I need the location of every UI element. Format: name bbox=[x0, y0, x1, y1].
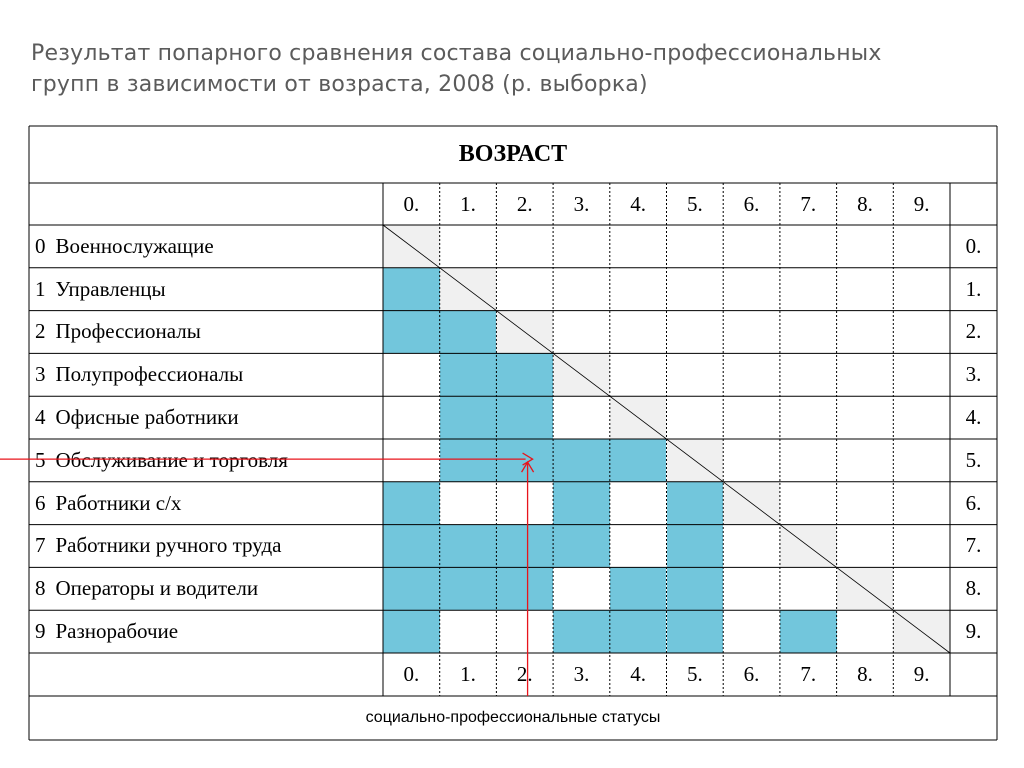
highlighted-cell bbox=[667, 482, 724, 525]
highlighted-cell bbox=[496, 525, 553, 568]
right-row-label: 1. bbox=[965, 276, 982, 301]
right-row-label: 9. bbox=[965, 619, 982, 644]
row-label-number: 6 bbox=[35, 490, 46, 515]
diagonal-cell bbox=[383, 225, 440, 268]
highlighted-cell bbox=[496, 396, 553, 439]
column-label-top: 0. bbox=[403, 191, 420, 216]
title-line-2: групп в зависимости от возраста, 2008 (р. выборка) bbox=[31, 72, 648, 97]
diagonal-cell bbox=[496, 311, 553, 354]
highlighted-cell bbox=[440, 567, 497, 610]
highlighted-cell bbox=[383, 268, 440, 311]
column-label-top: 6. bbox=[743, 191, 760, 216]
column-label-top: 9. bbox=[913, 191, 930, 216]
highlighted-cell bbox=[440, 439, 497, 482]
row-label bbox=[29, 482, 383, 525]
column-label-bottom: 0. bbox=[403, 662, 420, 686]
column-label-top: 4. bbox=[630, 191, 647, 216]
row-label bbox=[29, 353, 383, 396]
column-label-top: 3. bbox=[573, 191, 590, 216]
row-label-number: 5 bbox=[35, 447, 46, 472]
title-line-1: Результат попарного сравнения состава социально-профессиональных bbox=[31, 41, 882, 66]
row-label-name: Профессионалы bbox=[55, 319, 201, 344]
highlighted-cell bbox=[610, 567, 667, 610]
column-label-bottom: 8. bbox=[857, 662, 873, 686]
column-label-top: 1. bbox=[460, 191, 476, 216]
diagonal-cell bbox=[553, 353, 610, 396]
column-label-top: 2. bbox=[516, 191, 533, 216]
right-row-label: 7. bbox=[965, 533, 982, 558]
highlighted-cell bbox=[610, 610, 667, 653]
column-label-bottom: 3. bbox=[573, 662, 590, 686]
row-label bbox=[29, 225, 383, 268]
column-label-top: 8. bbox=[857, 191, 873, 216]
footer-caption: социально-профессиональные статусы bbox=[365, 709, 661, 726]
row-label bbox=[29, 525, 383, 568]
row-label-name: Разнорабочие bbox=[55, 619, 179, 644]
diagonal-cell bbox=[610, 396, 667, 439]
right-row-label: 4. bbox=[965, 405, 982, 430]
row-label bbox=[29, 268, 383, 311]
highlighted-cell bbox=[610, 439, 667, 482]
row-label bbox=[29, 567, 383, 610]
row-label bbox=[29, 311, 383, 354]
highlighted-cell bbox=[667, 610, 724, 653]
right-row-label: 3. bbox=[965, 362, 982, 387]
header-age: ВОЗРАСТ bbox=[458, 141, 568, 167]
diagonal-cell bbox=[440, 268, 497, 311]
column-label-top: 7. bbox=[800, 191, 817, 216]
row-label-number: 0 bbox=[35, 233, 46, 258]
highlighted-cell bbox=[440, 396, 497, 439]
diagonal-cell bbox=[667, 439, 724, 482]
highlighted-cell bbox=[440, 311, 497, 354]
row-label-name: Работники ручного труда bbox=[55, 533, 282, 558]
row-label-name: Офисные работники bbox=[55, 405, 239, 430]
highlighted-cell bbox=[553, 610, 610, 653]
row-label bbox=[29, 439, 383, 482]
row-label-name: Полупрофессионалы bbox=[55, 362, 244, 387]
highlighted-cell bbox=[383, 567, 440, 610]
highlighted-cell bbox=[383, 610, 440, 653]
row-label-name: Обслуживание и торговля bbox=[55, 447, 288, 472]
highlighted-cell bbox=[440, 525, 497, 568]
diagonal-cell bbox=[837, 567, 894, 610]
row-label-number: 4 bbox=[35, 405, 46, 430]
highlighted-cell bbox=[553, 482, 610, 525]
column-label-bottom: 7. bbox=[800, 662, 817, 686]
column-label-top: 5. bbox=[686, 191, 703, 216]
column-label-bottom: 2. bbox=[516, 662, 533, 686]
diagonal-cell bbox=[723, 482, 780, 525]
row-label-number: 7 bbox=[35, 533, 46, 558]
row-label-name: Военнослужащие bbox=[55, 233, 214, 258]
row-label-name: Работники с/х bbox=[55, 490, 182, 515]
row-label-number: 8 bbox=[35, 576, 46, 601]
highlighted-cell bbox=[383, 482, 440, 525]
highlighted-cell bbox=[496, 439, 553, 482]
column-label-bottom: 1. bbox=[460, 662, 476, 686]
row-label bbox=[29, 610, 383, 653]
highlighted-cell bbox=[496, 353, 553, 396]
right-row-label: 8. bbox=[965, 576, 982, 601]
row-label bbox=[29, 396, 383, 439]
row-label-name: Операторы и водители bbox=[55, 576, 259, 601]
row-label-number: 2 bbox=[35, 319, 46, 344]
highlighted-cell bbox=[667, 525, 724, 568]
right-row-label: 0. bbox=[965, 233, 982, 258]
highlighted-cell bbox=[780, 610, 837, 653]
highlighted-cell bbox=[383, 311, 440, 354]
highlighted-cell bbox=[553, 525, 610, 568]
diagonal-cell bbox=[893, 610, 950, 653]
row-label-number: 9 bbox=[35, 619, 46, 644]
row-label-name: Управленцы bbox=[55, 276, 166, 301]
row-label-number: 3 bbox=[35, 362, 46, 387]
right-row-label: 5. bbox=[965, 447, 982, 472]
highlighted-cell bbox=[383, 525, 440, 568]
highlighted-cell bbox=[440, 353, 497, 396]
diagonal-cell bbox=[780, 525, 837, 568]
highlighted-cell bbox=[667, 567, 724, 610]
column-label-bottom: 5. bbox=[686, 662, 703, 686]
right-row-label: 6. bbox=[965, 490, 982, 515]
right-row-label: 2. bbox=[965, 319, 982, 344]
row-label-number: 1 bbox=[35, 276, 46, 301]
column-label-bottom: 9. bbox=[913, 662, 930, 686]
highlighted-cell bbox=[496, 567, 553, 610]
column-label-bottom: 4. bbox=[630, 662, 647, 686]
column-label-bottom: 6. bbox=[743, 662, 760, 686]
highlighted-cell bbox=[553, 439, 610, 482]
